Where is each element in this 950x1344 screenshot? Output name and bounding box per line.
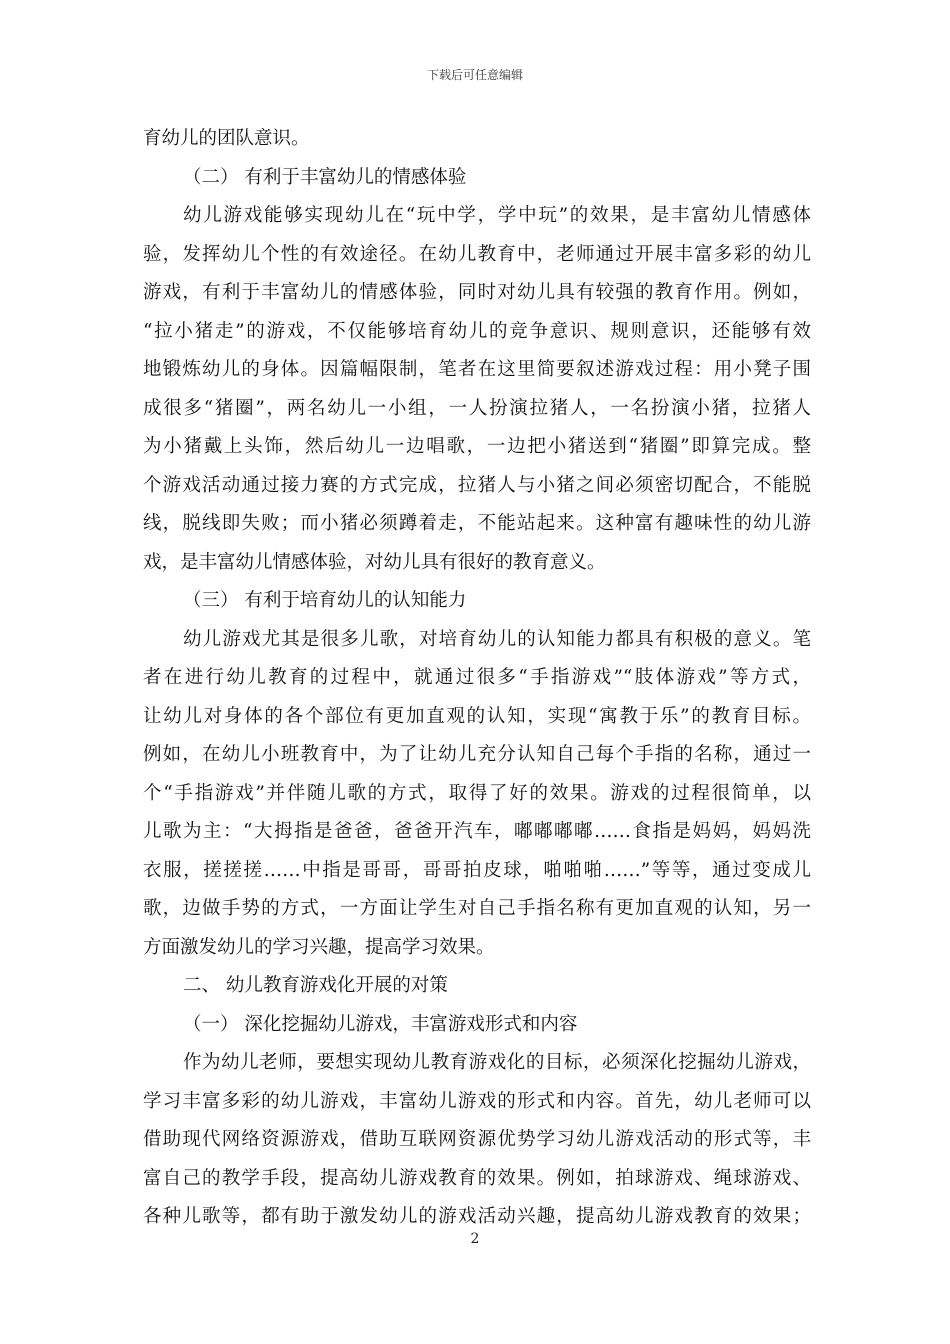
text-line: 衣服，搓搓搓……中指是哥哥，哥哥拍皮球，啪啪啪……”等等，通过变成儿 xyxy=(143,859,811,881)
text-line: 作为幼儿老师，要想实现幼儿教育游戏化的目标，必须深化挖掘幼儿游戏， xyxy=(183,1052,811,1073)
text-line: 为小猪戴上头饰，然后幼儿一边唱歌，一边把小猪送到“猪圈”即算完成。整 xyxy=(143,436,811,457)
subsection-heading: （二） 有利于丰富幼儿的情感体验 xyxy=(183,166,467,188)
text-line: 各种儿歌等，都有助于激发幼儿的游戏活动兴趣，提高幼儿游戏教育的效果； xyxy=(143,1206,811,1227)
page-number: 2 xyxy=(470,1231,480,1247)
section-heading: 二、 幼儿教育游戏化开展的对策 xyxy=(183,975,448,996)
subsection-heading: （一） 深化挖掘幼儿游戏，丰富游戏形式和内容 xyxy=(183,1013,578,1035)
text-line: 例如，在幼儿小班教育中，为了让幼儿充分认知自己每个手指的名称，通过一 xyxy=(143,744,811,765)
text-line: 幼儿游戏尤其是很多儿歌，对培育幼儿的认知能力都具有积极的意义。笔 xyxy=(183,628,811,650)
text-line: 成很多“猪圈”，两名幼儿一小组，一人扮演拉猪人，一名扮演小猪，拉猪人 xyxy=(143,397,811,419)
text-line: 让幼儿对身体的各个部位有更加直观的认知，实现“寓教于乐”的教育目标。 xyxy=(143,705,811,727)
text-line: 戏，是丰富幼儿情感体验，对幼儿具有很好的教育意义。 xyxy=(143,551,606,573)
page-header: 下载后可任意编辑 xyxy=(426,68,523,82)
text-line: 地锻炼幼儿的身体。因篇幅限制，笔者在这里简要叙述游戏过程：用小凳子围 xyxy=(143,359,811,380)
text-line: “拉小猪走”的游戏，不仅能够培育幼儿的竞争意识、规则意识，还能够有效 xyxy=(143,320,811,342)
text-line: 个“手指游戏”并伴随儿歌的方式，取得了好的效果。游戏的过程很简单，以 xyxy=(143,782,811,804)
text-line: 者在进行幼儿教育的过程中，就通过很多“手指游戏”“肢体游戏”等方式， xyxy=(143,667,811,688)
text-line: 游戏，有利于丰富幼儿的情感体验，同时对幼儿具有较强的教育作用。例如， xyxy=(143,282,811,303)
document-body xyxy=(143,120,811,1237)
text-line: 幼儿游戏能够实现幼儿在“玩中学，学中玩”的效果，是丰富幼儿情感体 xyxy=(183,205,811,226)
text-line: 验，发挥幼儿个性的有效途径。在幼儿教育中，老师通过开展丰富多彩的幼儿 xyxy=(143,243,811,265)
text-line: 线，脱线即失败；而小猪必须蹲着走，不能站起来。这种富有趣味性的幼儿游 xyxy=(143,513,811,534)
text-line: 儿歌为主：“大拇指是爸爸，爸爸开汽车，嘟嘟嘟嘟……食指是妈妈，妈妈洗 xyxy=(143,821,811,842)
text-line: 歌，边做手势的方式，一方面让学生对自己手指名称有更加直观的认知，另一 xyxy=(143,898,811,919)
text-line: 育幼儿的团队意识。 xyxy=(143,128,310,149)
text-line: 方面激发幼儿的学习兴趣，提高学习效果。 xyxy=(143,936,495,958)
text-line: 学习丰富多彩的幼儿游戏，丰富幼儿游戏的形式和内容。首先，幼儿老师可以 xyxy=(143,1090,811,1112)
subsection-heading: （三） 有利于培育幼儿的认知能力 xyxy=(183,590,467,611)
text-line: 富自己的教学手段，提高幼儿游戏教育的效果。例如，拍球游戏、绳球游戏、 xyxy=(143,1167,811,1189)
text-line: 借助现代网络资源游戏，借助互联网资源优势学习幼儿游戏活动的形式等，丰 xyxy=(143,1129,811,1150)
text-line: 个游戏活动通过接力赛的方式完成，拉猪人与小猪之间必须密切配合，不能脱 xyxy=(143,474,811,496)
